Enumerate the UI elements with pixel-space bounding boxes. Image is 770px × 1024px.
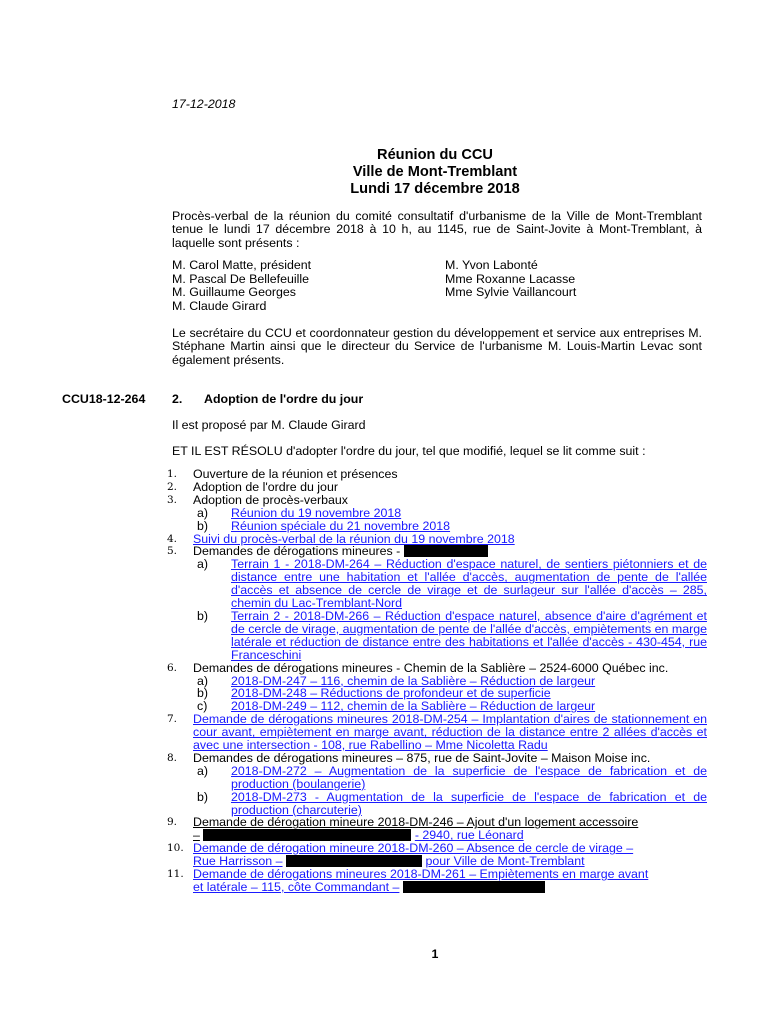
section-number: 2.	[172, 392, 183, 406]
link-dm-261-cont[interactable]: et latérale – 115, côte Commandant –	[193, 880, 400, 894]
link-dm-261[interactable]: Demande de dérogations mineures 2018-DM-261 – Empiètements en marge avant	[193, 867, 649, 882]
link-dm-246[interactable]: - 2940, rue Léonard	[414, 828, 524, 843]
member: Mme Roxanne Lacasse	[445, 271, 576, 286]
agenda-number: 11.	[167, 868, 184, 881]
subitem-letter: b)	[197, 789, 209, 804]
member: Mme Sylvie Vaillancourt	[445, 285, 577, 300]
link-dm-272[interactable]: 2018-DM-272 – Augmentation de la superficie de l'espace de fabrication et de production (boulangerie)	[231, 763, 707, 791]
subitem-letter: b)	[197, 686, 209, 701]
agenda-number: 5.	[167, 545, 178, 558]
member: M. Pascal De Bellefeuille	[172, 271, 310, 286]
agenda-text: Demandes de dérogations mineures -	[193, 544, 401, 559]
agenda-number: 10.	[167, 842, 184, 855]
member: M. Yvon Labonté	[445, 258, 538, 272]
title-city: Ville de Mont-Tremblant	[352, 164, 518, 180]
link-dm-273[interactable]: 2018-DM-273 - Augmentation de la superficie de l'espace de fabrication et de production (charcuterie)	[231, 789, 707, 817]
subitem-letter: a)	[197, 505, 209, 520]
resolution-text: ET IL EST RÉSOLU d'adopter l'ordre du jour, tel que modifié, lequel se lit comme suit :	[172, 444, 646, 458]
redaction-box	[403, 881, 545, 893]
subitem-letter: c)	[197, 699, 208, 714]
link-dm-266[interactable]: Terrain 2 - 2018-DM-266 – Réduction d'espace naturel, absence d'aire d'agrément et de cercle de virage, augmentation de pente de l'allée d'accès, empiètements en marge latérale et réduction de distance entre des habitations et l'allée d'accès - 430-454, rue Franceschini	[231, 608, 707, 662]
agenda-item	[167, 868, 707, 894]
link-minutes-nov21[interactable]: Réunion spéciale du 21 novembre 2018	[231, 518, 451, 533]
resolution-number: CCU18-12-264	[62, 392, 146, 406]
member: M. Claude Girard	[172, 298, 267, 313]
link-dm-260-cont[interactable]: Rue Harrisson –	[193, 854, 283, 869]
agenda-text: Adoption de procès-verbaux	[193, 492, 348, 507]
agenda-number: 8.	[167, 751, 178, 764]
link-followup[interactable]: Suivi du procès-verbal de la réunion du 19 novembre 2018	[193, 531, 515, 546]
agenda-subitem	[167, 765, 707, 791]
link-minutes-nov19[interactable]: Réunion du 19 novembre 2018	[231, 505, 402, 520]
agenda-number: 3.	[167, 493, 178, 506]
agenda-text: Adoption de l'ordre du jour	[193, 479, 338, 494]
subitem-letter: a)	[197, 557, 209, 572]
agenda-item	[167, 713, 707, 752]
subitem-letter: a)	[197, 763, 209, 778]
section-title: Adoption de l'ordre du jour	[204, 392, 364, 406]
link-dm-264[interactable]: Terrain 1 - 2018-DM-264 – Réduction d'espace naturel, de sentiers piétonniers et de distance entre une habitation et l'allée d'accès, augmentation de pente de l'allée d'accès et absence de cercle de virage et de surlageur sur l'allée d'accès – 285, chemin du Lac-Tremblant-Nord	[231, 557, 707, 611]
agenda-subitem	[167, 791, 707, 817]
redaction-box	[404, 545, 488, 557]
members-right-column	[445, 259, 576, 300]
document-date: 17-12-2018	[172, 97, 236, 111]
member: M. Carol Matte, président	[172, 258, 312, 272]
agenda-item	[167, 842, 707, 868]
agenda-list	[167, 468, 707, 894]
agenda-number: 2.	[167, 480, 178, 493]
subitem-letter: b)	[197, 518, 209, 533]
title-date: Lundi 17 décembre 2018	[350, 181, 520, 197]
agenda-text: Demandes de dérogations mineures – 875, rue de Saint-Jovite – Maison Moise inc.	[193, 750, 651, 765]
link-dm-248[interactable]: 2018-DM-248 – Réductions de profondeur et de superficie	[231, 686, 551, 701]
members-left-column	[172, 259, 311, 313]
agenda-subitem	[167, 507, 707, 520]
agenda-item	[167, 494, 707, 507]
agenda-number: 7.	[167, 713, 178, 726]
agenda-subitem	[167, 610, 707, 662]
redaction-box	[286, 855, 422, 867]
title-meeting: Réunion du CCU	[377, 147, 493, 163]
redaction-box	[203, 829, 411, 841]
agenda-text: Demandes de dérogations mineures - Chemin de la Sablière – 2524-6000 Québec inc.	[193, 660, 669, 675]
link-dm-254[interactable]: Demande de dérogations mineures 2018-DM-254 – Implantation d'aires de stationnement en cour avant, empiètement en marge avant, réduction de la distance entre 2 allées d'accès et avec une intersection - 108, rue Rabellino – Mme Nicoletta Radu	[193, 712, 707, 753]
agenda-number: 9.	[167, 816, 178, 829]
agenda-item	[167, 816, 707, 842]
subitem-letter: b)	[197, 608, 209, 623]
agenda-number: 4.	[167, 532, 178, 545]
subitem-letter: a)	[197, 673, 209, 688]
link-dm-260-owner[interactable]: pour Ville de Mont-Tremblant	[425, 854, 585, 869]
agenda-number: 6.	[167, 661, 178, 674]
agenda-text: –	[193, 828, 200, 843]
link-dm-260[interactable]: Demande de dérogation mineure 2018-DM-260 – Absence de cercle de virage –	[193, 841, 634, 856]
agenda-number: 1.	[167, 468, 178, 480]
agenda-text: Ouverture de la réunion et présences	[193, 467, 398, 481]
link-dm-249[interactable]: 2018-DM-249 – 112, chemin de la Sablière – Réduction de largeur	[231, 699, 596, 714]
agenda-subitem	[167, 558, 707, 610]
link-dm-247[interactable]: 2018-DM-247 – 116, chemin de la Sablière – Réduction de largeur	[231, 673, 596, 688]
agenda-text: Demande de dérogation mineure 2018-DM-246 – Ajout d'un logement accessoire	[193, 815, 639, 830]
intro-paragraph: Procès-verbal de la réunion du comité consultatif d'urbanisme de la Ville de Mont-Tremblant tenue le lundi 17 décembre 2018 à 10 h, au 1145, rue de Saint-Jovite à Mont-Tremblant, à laquelle sont présents :	[172, 209, 702, 250]
proposed-by: Il est proposé par M. Claude Girard	[172, 418, 366, 432]
secretary-paragraph: Le secrétaire du CCU et coordonnateur gestion du développement et service aux entreprises M. Stéphane Martin ainsi que le directeur du Service de l'urbanisme M. Louis-Martin Levac sont également présents.	[172, 326, 702, 367]
page-number: 1	[431, 947, 439, 961]
member: M. Guillaume Georges	[172, 285, 296, 300]
